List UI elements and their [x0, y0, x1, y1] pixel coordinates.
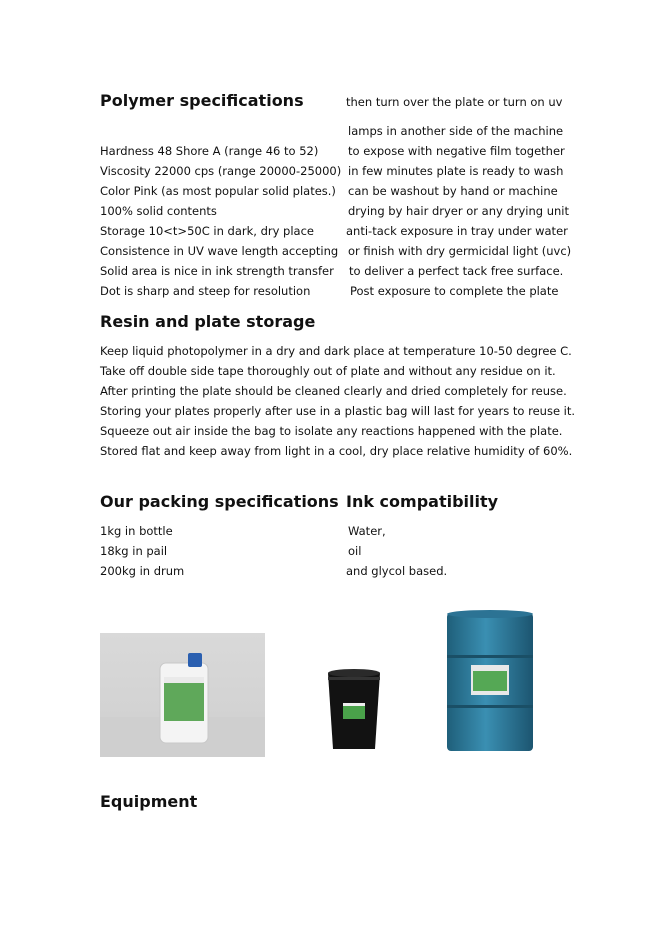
process-line: anti-tack exposure in tray under water — [346, 224, 568, 238]
process-line: or finish with dry germicidal light (uvc) — [348, 244, 572, 258]
spec-line: Color Pink (as most popular solid plates.) — [100, 184, 336, 198]
storage-line: Take off double side tape thoroughly out of plate and without any residue on it. — [100, 364, 556, 378]
process-line: lamps in another side of the machine — [348, 124, 564, 138]
storage-line: After printing the plate should be cleaned clearly and dried completely for reuse. — [100, 384, 567, 398]
spec-line: Storage 10<t>50C in dark, dry place — [100, 224, 314, 238]
ink-list — [346, 521, 447, 581]
process-line: to expose with negative film together — [348, 144, 565, 158]
process-line: drying by hair dryer or any drying unit — [348, 204, 570, 218]
equipment-heading: Equipment — [100, 792, 198, 811]
packing-list — [100, 521, 184, 581]
process-line: in few minutes plate is ready to wash — [348, 164, 564, 178]
pail-photo — [324, 667, 384, 753]
process-line: Post exposure to complete the plate — [350, 284, 559, 298]
spec-line: Solid area is nice in ink strength transfer — [100, 264, 334, 278]
polymer-left-column — [100, 141, 341, 301]
spec-line: Hardness 48 Shore A (range 46 to 52) — [100, 144, 319, 158]
spec-line: 100% solid contents — [100, 204, 217, 218]
storage-line: Stored flat and keep away from light in a cool, dry place relative humidity of 60%. — [100, 444, 573, 458]
ink-heading: Ink compatibility — [346, 492, 499, 511]
packing-heading: Our packing specifications — [100, 492, 339, 511]
packing-item: 1kg in bottle — [100, 524, 173, 538]
process-line: to deliver a perfect tack free surface. — [349, 264, 564, 278]
spec-line: Viscosity 22000 cps (range 20000-25000) — [100, 164, 342, 178]
polymer-right-column — [346, 121, 571, 301]
process-line: can be washout by hand or machine — [348, 184, 558, 198]
ink-item: and glycol based. — [346, 564, 448, 578]
ink-item: Water, — [348, 524, 386, 538]
polymer-heading: Polymer specifications — [100, 91, 304, 110]
ink-item: oil — [348, 544, 362, 558]
storage-paragraph — [100, 341, 575, 461]
polymer-right-first-line: then turn over the plate or turn on uv — [346, 95, 563, 109]
packing-item: 200kg in drum — [100, 564, 185, 578]
packing-item: 18kg in pail — [100, 544, 168, 558]
storage-line: Squeeze out air inside the bag to isolate any reactions happened with the plate. — [100, 424, 563, 438]
spec-line: Dot is sharp and steep for resolution — [100, 284, 311, 298]
storage-heading: Resin and plate storage — [100, 312, 316, 331]
storage-line: Storing your plates properly after use in a plastic bag will last for years to reuse it. — [100, 404, 576, 418]
storage-line: Keep liquid photopolymer in a dry and dark place at temperature 10-50 degree C. — [100, 344, 572, 358]
bottle-photo — [100, 633, 265, 757]
spec-line: Consistence in UV wave length accepting — [100, 244, 339, 258]
drum-photo — [445, 609, 535, 755]
